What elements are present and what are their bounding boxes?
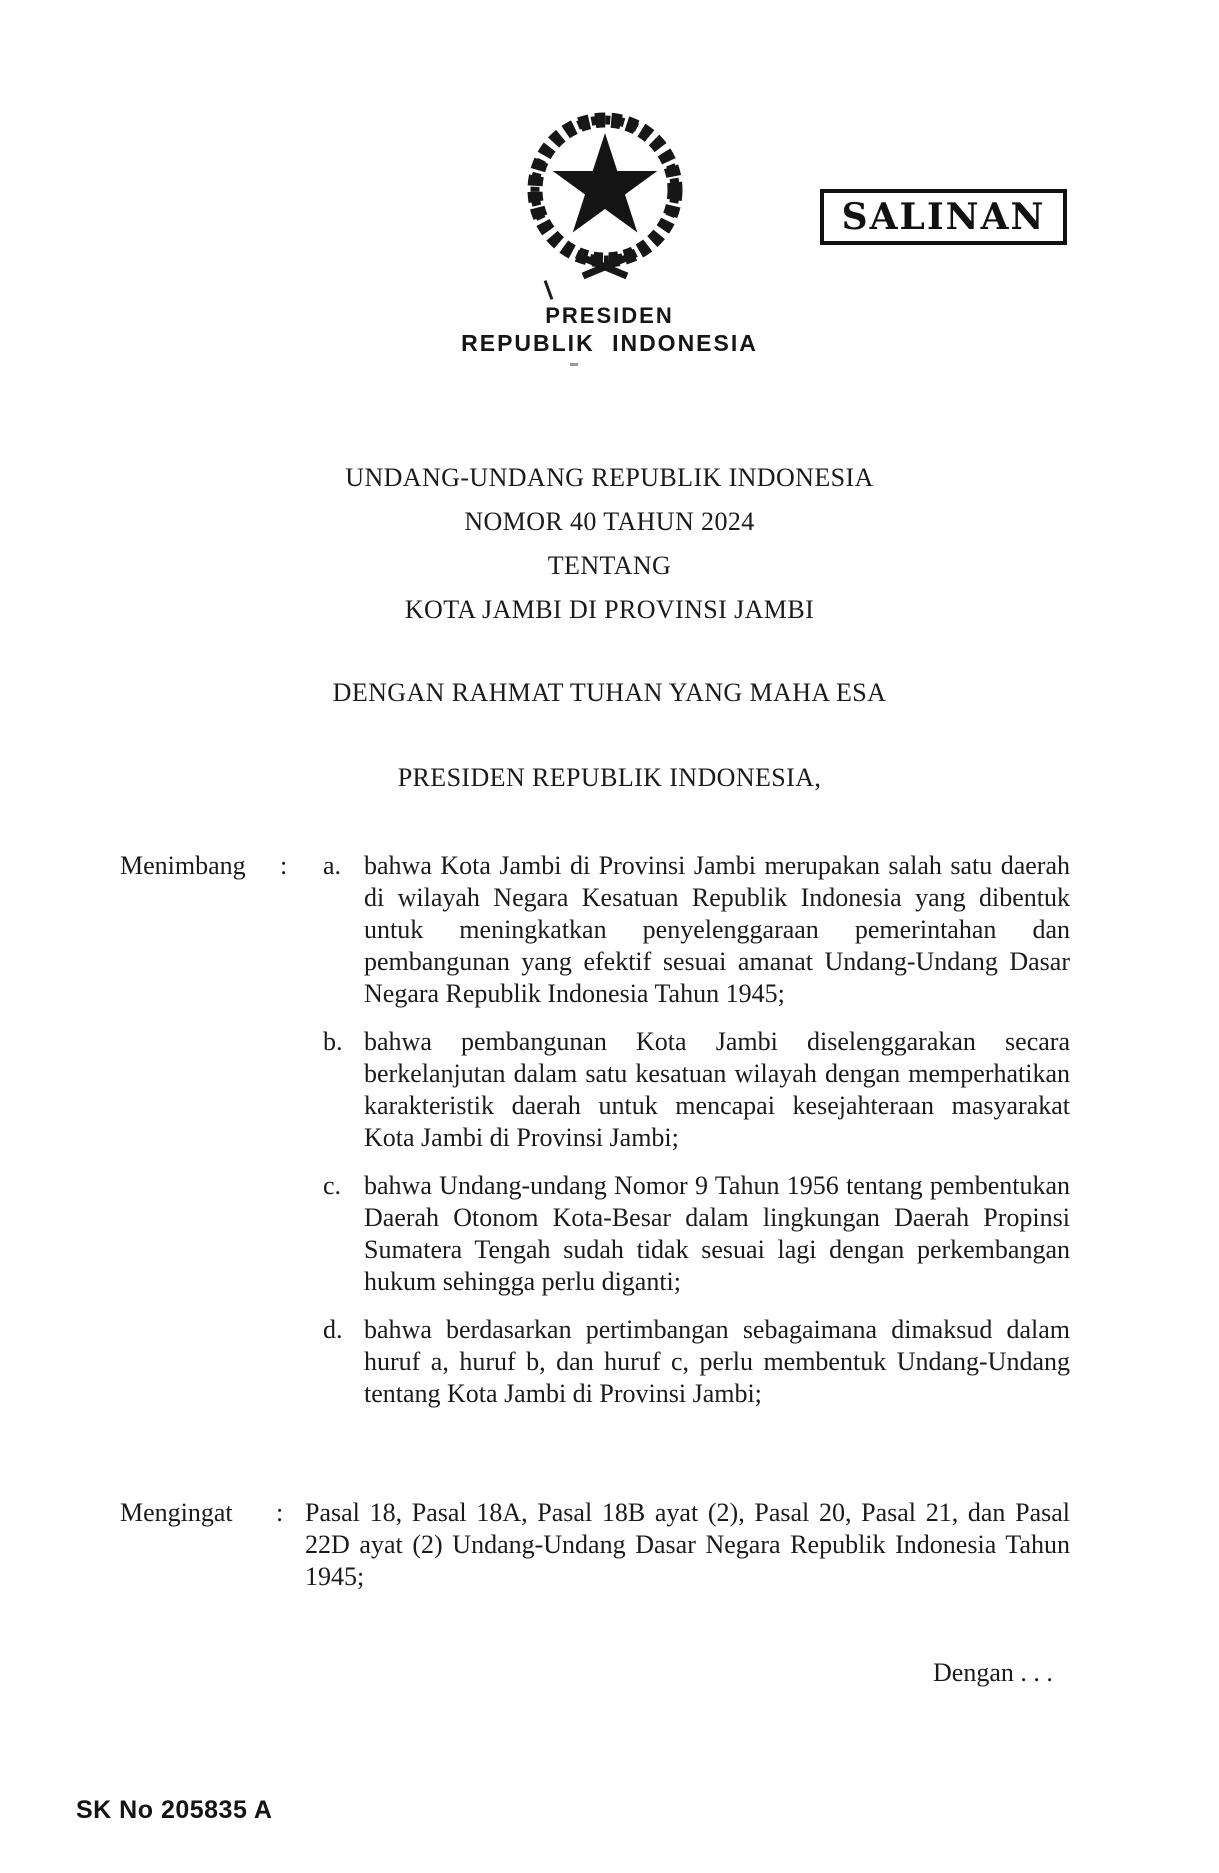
law-title xyxy=(0,456,1219,632)
salinan-label: SALINAN xyxy=(841,196,1046,238)
consideration-item-d xyxy=(323,1314,1070,1410)
scan-speck xyxy=(570,363,578,366)
menimbang-items xyxy=(323,850,1070,1426)
mengingat-colon: : xyxy=(276,1498,284,1527)
catchword: Dengan . . . xyxy=(933,1658,1053,1687)
consideration-item-c xyxy=(323,1170,1070,1298)
sk-number: SK No 205835 A xyxy=(76,1796,273,1824)
enacting-authority-line: PRESIDEN REPUBLIK INDONESIA, xyxy=(397,763,822,792)
title-line-undang-undang: UNDANG-UNDANG REPUBLIK INDONESIA xyxy=(345,463,874,492)
item-text: bahwa Undang-undang Nomor 9 Tahun 1956 tentang pembentukan Daerah Otonom Kota-Besar dalam lingkungan Daerah Propinsi Sumatera Tengah sudah tidak sesuai lagi dengan perkembangan hukum sehingga perlu diganti; xyxy=(364,1171,1070,1296)
invocation-line: DENGAN RAHMAT TUHAN YANG MAHA ESA xyxy=(332,678,887,707)
salinan-stamp xyxy=(820,189,1067,245)
mengingat-text: Pasal 18, Pasal 18A, Pasal 18B ayat (2), Pasal 20, Pasal 21, dan Pasal 22D ayat (2) Undang-Undang Dasar Negara Republik Indonesia Tahun 1945; xyxy=(305,1498,1070,1591)
item-letter: a. xyxy=(323,851,342,880)
title-line-subject: KOTA JAMBI DI PROVINSI JAMBI xyxy=(404,595,815,624)
item-text: bahwa pembangunan Kota Jambi diselenggarakan secara berkelanjutan dalam satu kesatuan wilayah dengan memperhatikan karakteristik daerah untuk mencapai kesejahteraan masyarakat Kota Jambi di Provinsi Jambi; xyxy=(364,1027,1070,1152)
item-letter: c. xyxy=(323,1171,342,1200)
mengingat-label: Mengingat xyxy=(120,1498,233,1527)
menimbang-label: Menimbang xyxy=(120,851,246,880)
title-line-tentang: TENTANG xyxy=(547,551,672,580)
letterhead-presiden: PRESIDEN xyxy=(545,303,674,328)
national-emblem-star-wreath-icon xyxy=(505,98,705,298)
item-letter: d. xyxy=(323,1315,343,1344)
consideration-item-a xyxy=(323,850,1070,1010)
letterhead xyxy=(0,303,1219,357)
item-text: bahwa Kota Jambi di Provinsi Jambi merupakan salah satu daerah di wilayah Negara Kesatuan Republik Indonesia yang dibentuk untuk meningkatkan penyelenggaraan pemerintahan dan pembangunan yang efektif sesuai amanat Undang-Undang Dasar Negara Republik Indonesia Tahun 1945; xyxy=(364,851,1070,1008)
item-text: bahwa berdasarkan pertimbangan sebagaimana dimaksud dalam huruf a, huruf b, dan huruf c, perlu membentuk Undang-Undang tentang Kota Jambi di Provinsi Jambi; xyxy=(364,1315,1070,1408)
title-line-nomor: NOMOR 40 TAHUN 2024 xyxy=(464,507,755,536)
item-letter: b. xyxy=(323,1027,343,1056)
consideration-item-b xyxy=(323,1026,1070,1154)
menimbang-colon: : xyxy=(280,851,288,880)
letterhead-republik-indonesia: REPUBLIK INDONESIA xyxy=(461,330,758,356)
